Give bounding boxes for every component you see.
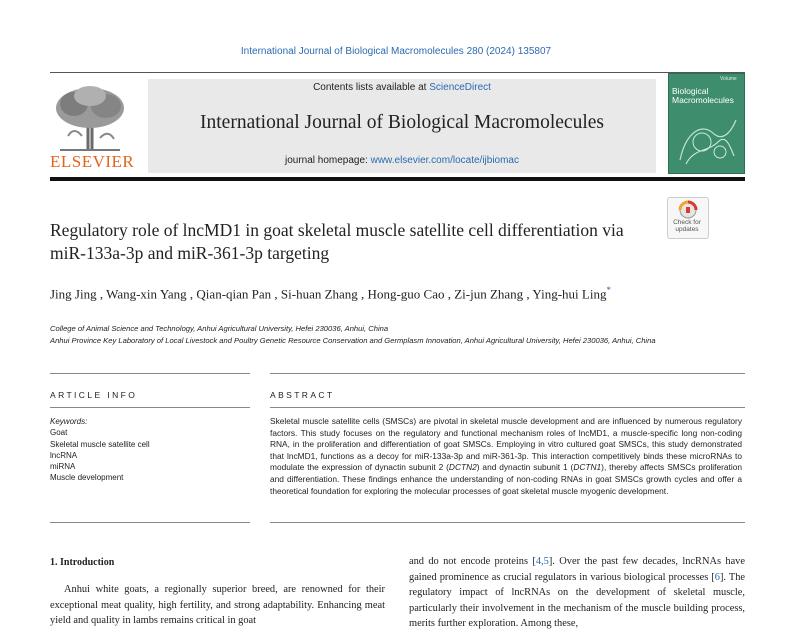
journal-name: International Journal of Biological Macromolecules bbox=[200, 112, 604, 133]
abstract-heading: ABSTRACT bbox=[270, 390, 335, 400]
abstract-mid-rule bbox=[270, 407, 745, 408]
journal-homepage-link[interactable]: www.elsevier.com/locate/ijbiomac bbox=[370, 155, 519, 166]
gene-dctn2: DCTN2 bbox=[448, 462, 477, 473]
affiliation-1: College of Animal Science and Technology, Anhui Agricultural University, Hefei 230036, Anhui, China bbox=[50, 324, 389, 333]
cover-illustration bbox=[672, 112, 742, 170]
cover-title: Biological Macromolecules bbox=[672, 86, 734, 105]
abstract-text bbox=[270, 416, 742, 497]
keyword-item: Muscle development bbox=[50, 473, 124, 483]
article-info-heading: ARTICLE INFO bbox=[50, 390, 138, 400]
intro-right-column bbox=[409, 554, 745, 632]
sciencedirect-link[interactable]: ScienceDirect bbox=[429, 82, 491, 93]
author-list bbox=[50, 281, 650, 303]
corresponding-author-mark[interactable]: * bbox=[606, 285, 611, 295]
abstract-top-rule bbox=[270, 373, 745, 374]
keyword-item: Skeletal muscle satellite cell bbox=[50, 439, 150, 449]
journal-citation[interactable]: International Journal of Biological Macromolecules 280 (2024) 135807 bbox=[240, 46, 552, 57]
header-bottom-rule bbox=[50, 177, 745, 181]
abstract-part-2: ) and dynactin subunit 1 ( bbox=[476, 462, 574, 473]
abstract-bottom-rule bbox=[270, 522, 745, 523]
intro-left-column: Anhui white goats, a regionally superior breed, are renowned for their exceptional meat quality, high fertility, and strong adaptability. Enhancing meat yield and quality in lambs remains critical in goat bbox=[50, 584, 385, 626]
keyword-item: lncRNA bbox=[50, 450, 78, 460]
reference-link[interactable]: 4,5 bbox=[535, 556, 549, 567]
keyword-item: Goat bbox=[50, 428, 68, 438]
introduction-heading: 1. Introduction bbox=[50, 557, 115, 568]
keywords-label: Keywords: bbox=[50, 417, 88, 426]
abstract-part-1: Skeletal muscle satellite cells (SMSCs) are pivotal in skeletal muscle development and are influenced by numerous regulatory factors. This study focuses on the regulatory and functional mechanism roles of lncMD1, a muscle-specific long non-coding RNA, in the proliferation and differentiation of goat SMSCs. Employing in vitro cultured goat SMSCs, this study demonstrated that lncMD1, functions as a decoy for miR-133a-3p and miR-361-3p. This interaction competitively binds these microRNAs to modulate the expression of dynactin subunit 2 ( bbox=[270, 416, 742, 473]
keywords-block bbox=[50, 416, 250, 484]
homepage-prefix: journal homepage: bbox=[284, 155, 371, 166]
header-top-rule bbox=[50, 72, 745, 73]
intro-right-part-2: ]. Over the past few decades, lncRNAs have gained prominence as crucial regulators in various biological processes [ bbox=[409, 556, 745, 583]
affiliation-2: Anhui Province Key Laboratory of Local Livestock and Poultry Genetic Resource Conservation and Germplasm Innovation, Anhui Agricultural University, Hefei 230036, Anhui, China bbox=[50, 336, 656, 345]
intro-right-part-3: ]. The regulatory impact of lncRNAs on the development of skeletal muscle, particularly their involvement in the mechanism of the muscle building process, merits further exploration. Among these, bbox=[409, 571, 745, 629]
article-info-top-rule bbox=[50, 373, 250, 374]
contents-line bbox=[148, 82, 656, 93]
keyword-item: miRNA bbox=[50, 462, 76, 472]
cover-volume-label: Volume bbox=[720, 76, 737, 82]
abstract-part-3: ), thereby affects SMSCs proliferation and differentiation. These findings enhance the understanding of non-coding RNAs in goat SMSCs growth cycles and offer a theoretical foundation for exploring the molecular processes of goat skeletal muscle myogenic development. bbox=[270, 462, 742, 496]
contents-prefix: Contents lists available at bbox=[313, 82, 430, 93]
article-info-mid-rule bbox=[50, 407, 250, 408]
gene-dctn1: DCTN1 bbox=[573, 462, 602, 473]
author-names[interactable]: Jing Jing , Wang-xin Yang , Qian-qian Pan , Si-huan Zhang , Hong-guo Cao , Zi-jun Zhang , Ying-hui Ling bbox=[50, 286, 607, 302]
check-for-updates-label: Check for updates bbox=[673, 219, 701, 233]
article-title: Regulatory role of lncMD1 in goat skeletal muscle satellite cell differentiation via miR-133a-3p and miR-361-3p targeting bbox=[50, 220, 624, 263]
article-info-bottom-rule bbox=[50, 522, 250, 523]
reference-link[interactable]: 6 bbox=[714, 571, 720, 583]
publisher-wordmark: ELSEVIER bbox=[50, 152, 135, 171]
homepage-line bbox=[148, 155, 656, 166]
intro-right-part-1: and do not encode proteins [ bbox=[409, 556, 536, 567]
